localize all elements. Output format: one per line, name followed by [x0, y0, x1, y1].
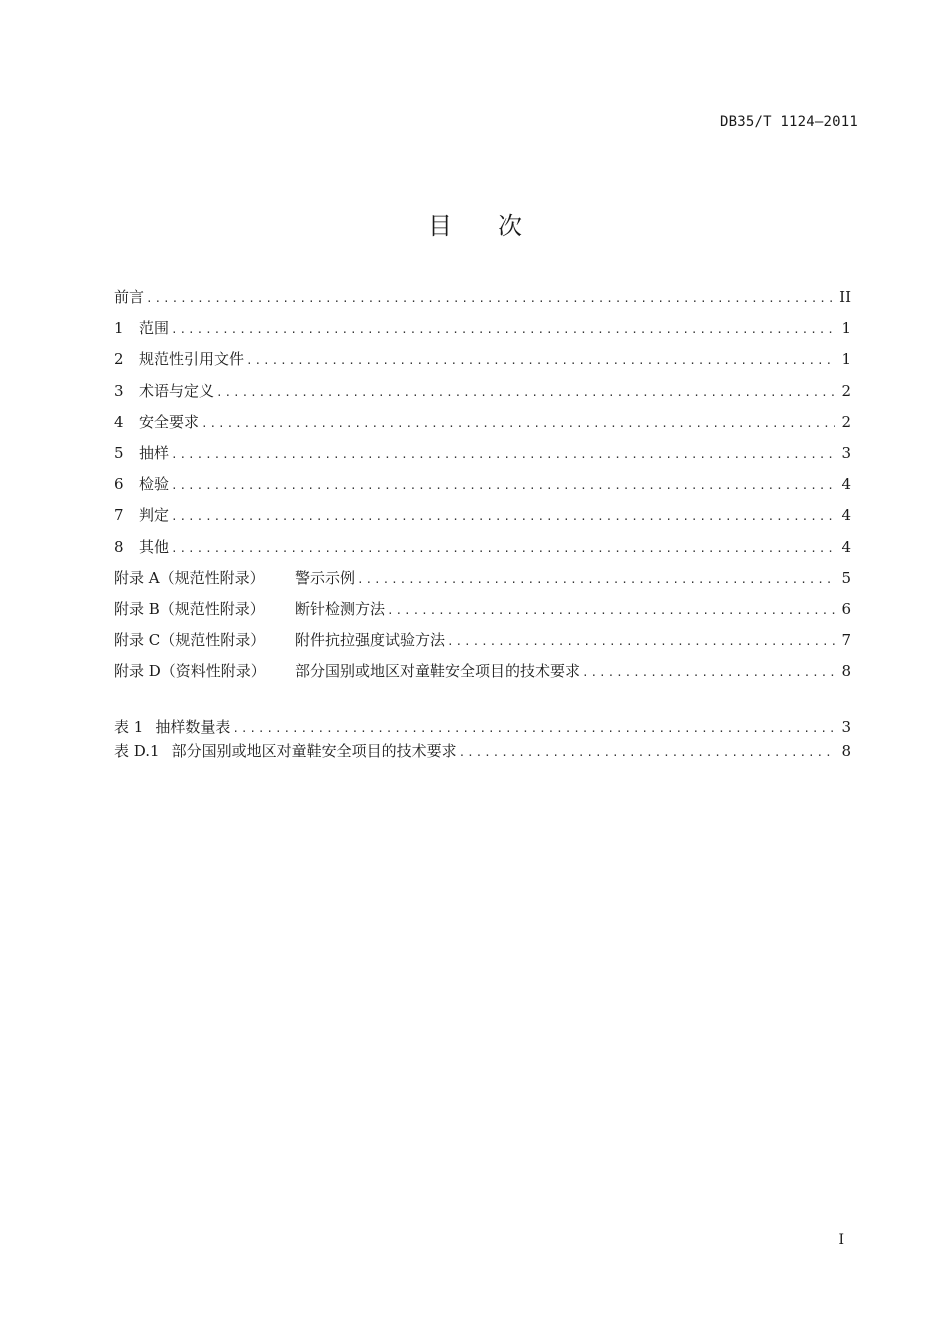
toc-leader-dots [387, 599, 835, 623]
toc-entry-number: 7 [114, 506, 124, 525]
toc-leader-dots [459, 741, 836, 765]
toc-leader-dots [582, 661, 835, 685]
table-entry-page: 3 [841, 718, 851, 736]
toc-entry-page: 4 [841, 475, 851, 494]
toc-entry-judgement[interactable] [114, 503, 851, 534]
appendix-prefix: 附录 B（规范性附录） [114, 599, 265, 618]
toc-entry-number: 8 [114, 537, 124, 556]
table-prefix: 表 D.1 [114, 742, 160, 760]
toc-entry-label: 部分国别或地区对童鞋安全项目的技术要求 [295, 662, 581, 681]
page-title [0, 206, 950, 241]
toc-entry-page: 4 [841, 506, 851, 525]
page-title-part-2: 次 [498, 212, 522, 240]
toc-entry-number: 1 [114, 319, 124, 338]
toc-entry-terms[interactable] [114, 379, 851, 410]
toc-leader-dots [447, 630, 835, 654]
toc-entry-page: 5 [841, 568, 851, 587]
toc-entry-label: 安全要求 [139, 412, 200, 431]
toc-entry-page: II [839, 288, 851, 306]
toc-leader-dots [216, 381, 835, 405]
toc-entry-other[interactable] [114, 535, 851, 566]
toc-entry-page: 3 [841, 443, 851, 462]
toc-entry-page: 1 [841, 319, 851, 338]
table-entry-page: 8 [841, 742, 851, 760]
toc-entry-normative-references[interactable] [114, 347, 851, 378]
toc-entry-number: 2 [114, 350, 124, 369]
toc-leader-dots [146, 287, 833, 311]
table-entry-label: 抽样数量表 [155, 718, 231, 736]
toc-entry-page: 1 [841, 350, 851, 369]
toc-entry-page: 2 [841, 412, 851, 431]
table-entry-label: 部分国别或地区对童鞋安全项目的技术要求 [171, 742, 457, 760]
toc-entry-foreword[interactable] [114, 285, 851, 316]
toc-entry-appendix-a[interactable] [114, 566, 851, 597]
appendix-prefix: 附录 A（规范性附录） [114, 568, 265, 587]
table-of-contents [114, 285, 851, 690]
toc-entry-page: 8 [841, 662, 851, 681]
toc-entry-label: 规范性引用文件 [139, 350, 245, 369]
toc-entry-page: 7 [841, 631, 851, 650]
toc-entry-label: 警示示例 [295, 568, 356, 587]
toc-entry-label: 判定 [139, 506, 170, 525]
toc-entry-number: 6 [114, 475, 124, 494]
toc-entry-page: 2 [841, 381, 851, 400]
toc-entry-label: 附件抗拉强度试验方法 [295, 631, 446, 650]
toc-leader-dots [171, 318, 835, 342]
toc-entry-page: 4 [841, 537, 851, 556]
toc-leader-dots [171, 443, 835, 467]
document-code: DB35/T 1124—2011 [719, 114, 858, 130]
toc-entry-label: 范围 [139, 319, 170, 338]
toc-leader-dots [232, 717, 835, 741]
page-title-part-1: 目 [428, 212, 452, 240]
toc-entry-label: 断针检测方法 [295, 599, 386, 618]
toc-leader-dots [357, 568, 835, 592]
toc-entry-label: 前言 [114, 288, 145, 306]
toc-entry-appendix-b[interactable] [114, 597, 851, 628]
toc-entry-label: 术语与定义 [139, 381, 215, 400]
toc-entry-sampling[interactable] [114, 441, 851, 472]
table-list [114, 715, 851, 763]
toc-entry-label: 抽样 [139, 443, 170, 462]
toc-entry-number: 5 [114, 443, 124, 462]
toc-entry-appendix-d[interactable] [114, 659, 851, 690]
toc-leader-dots [171, 537, 835, 561]
appendix-prefix: 附录 C（规范性附录） [114, 631, 266, 650]
toc-entry-number: 4 [114, 412, 124, 431]
toc-leader-dots [171, 474, 835, 498]
appendix-prefix: 附录 D（资料性附录） [114, 662, 266, 681]
toc-entry-number: 3 [114, 381, 124, 400]
toc-entry-scope[interactable] [114, 316, 851, 347]
toc-entry-label: 其他 [139, 537, 170, 556]
table-prefix: 表 1 [114, 718, 144, 736]
table-entry-1[interactable] [114, 715, 851, 739]
page-number: I [838, 1232, 844, 1248]
table-entry-d1[interactable] [114, 739, 851, 763]
toc-entry-safety-requirements[interactable] [114, 410, 851, 441]
toc-entry-label: 检验 [139, 475, 170, 494]
toc-entry-inspection[interactable] [114, 472, 851, 503]
toc-entry-page: 6 [841, 599, 851, 618]
toc-entry-appendix-c[interactable] [114, 628, 851, 659]
toc-leader-dots [201, 412, 835, 436]
toc-leader-dots [246, 349, 835, 373]
toc-leader-dots [171, 505, 835, 529]
